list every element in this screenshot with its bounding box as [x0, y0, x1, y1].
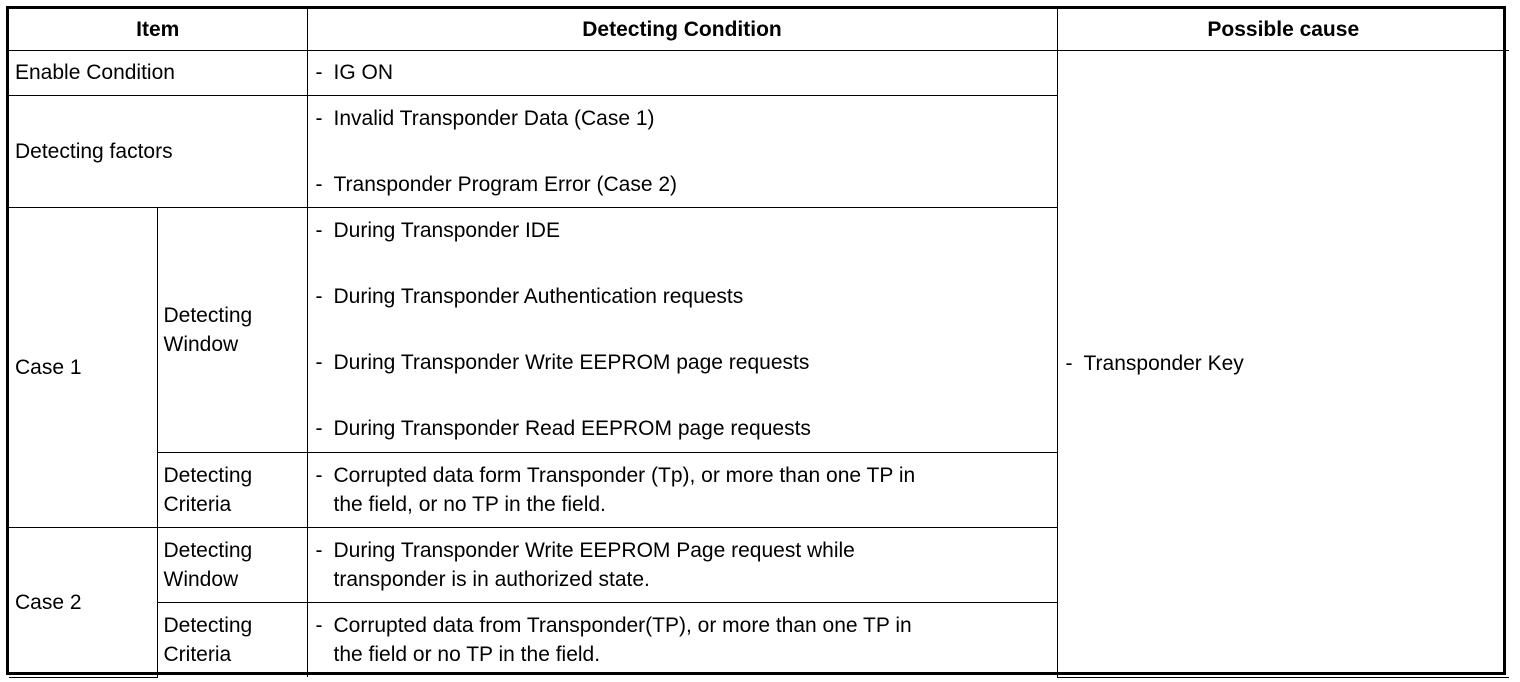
- case2-window-condition: - During Transponder Write EEPROM Page request while transponder is in authorized state.: [307, 527, 1057, 602]
- header-possible-cause: Possible cause: [1057, 9, 1509, 50]
- case2-criteria-label: Detecting Criteria: [157, 602, 307, 677]
- case1-window-conditions: - During Transponder IDE - During Transponder Authentication requests - During Transponder Write EEPROM page requests - During Transponder Read EEPROM page requests: [307, 207, 1057, 452]
- case2-window-label: Detecting Window: [157, 527, 307, 602]
- header-detecting-condition: Detecting Condition: [307, 9, 1057, 50]
- header-row: [9, 9, 1509, 50]
- table-row-enable-condition: [9, 50, 1509, 95]
- case1-criteria-label: Detecting Criteria: [157, 452, 307, 527]
- detecting-factors-conditions: - Invalid Transponder Data (Case 1) - Transponder Program Error (Case 2): [307, 95, 1057, 207]
- diagnostic-table-frame: [6, 6, 1506, 675]
- enable-condition-value: - IG ON: [307, 50, 1057, 95]
- header-item: Item: [9, 9, 307, 50]
- case1-label: Case 1: [9, 207, 157, 527]
- detecting-factors-label: Detecting factors: [9, 95, 307, 207]
- case2-label: Case 2: [9, 527, 157, 677]
- possible-cause-cell: - Transponder Key: [1057, 50, 1509, 677]
- possible-cause-value: Transponder Key: [1083, 352, 1244, 375]
- enable-condition-label: Enable Condition: [9, 50, 307, 95]
- case1-window-label: Detecting Window: [157, 207, 307, 452]
- diagnostic-table: [9, 9, 1509, 678]
- case2-criteria-condition: - Corrupted data from Transponder(TP), or more than one TP in the field or no TP in the field.: [307, 602, 1057, 677]
- case1-criteria-condition: - Corrupted data form Transponder (Tp), or more than one TP in the field, or no TP in the field.: [307, 452, 1057, 527]
